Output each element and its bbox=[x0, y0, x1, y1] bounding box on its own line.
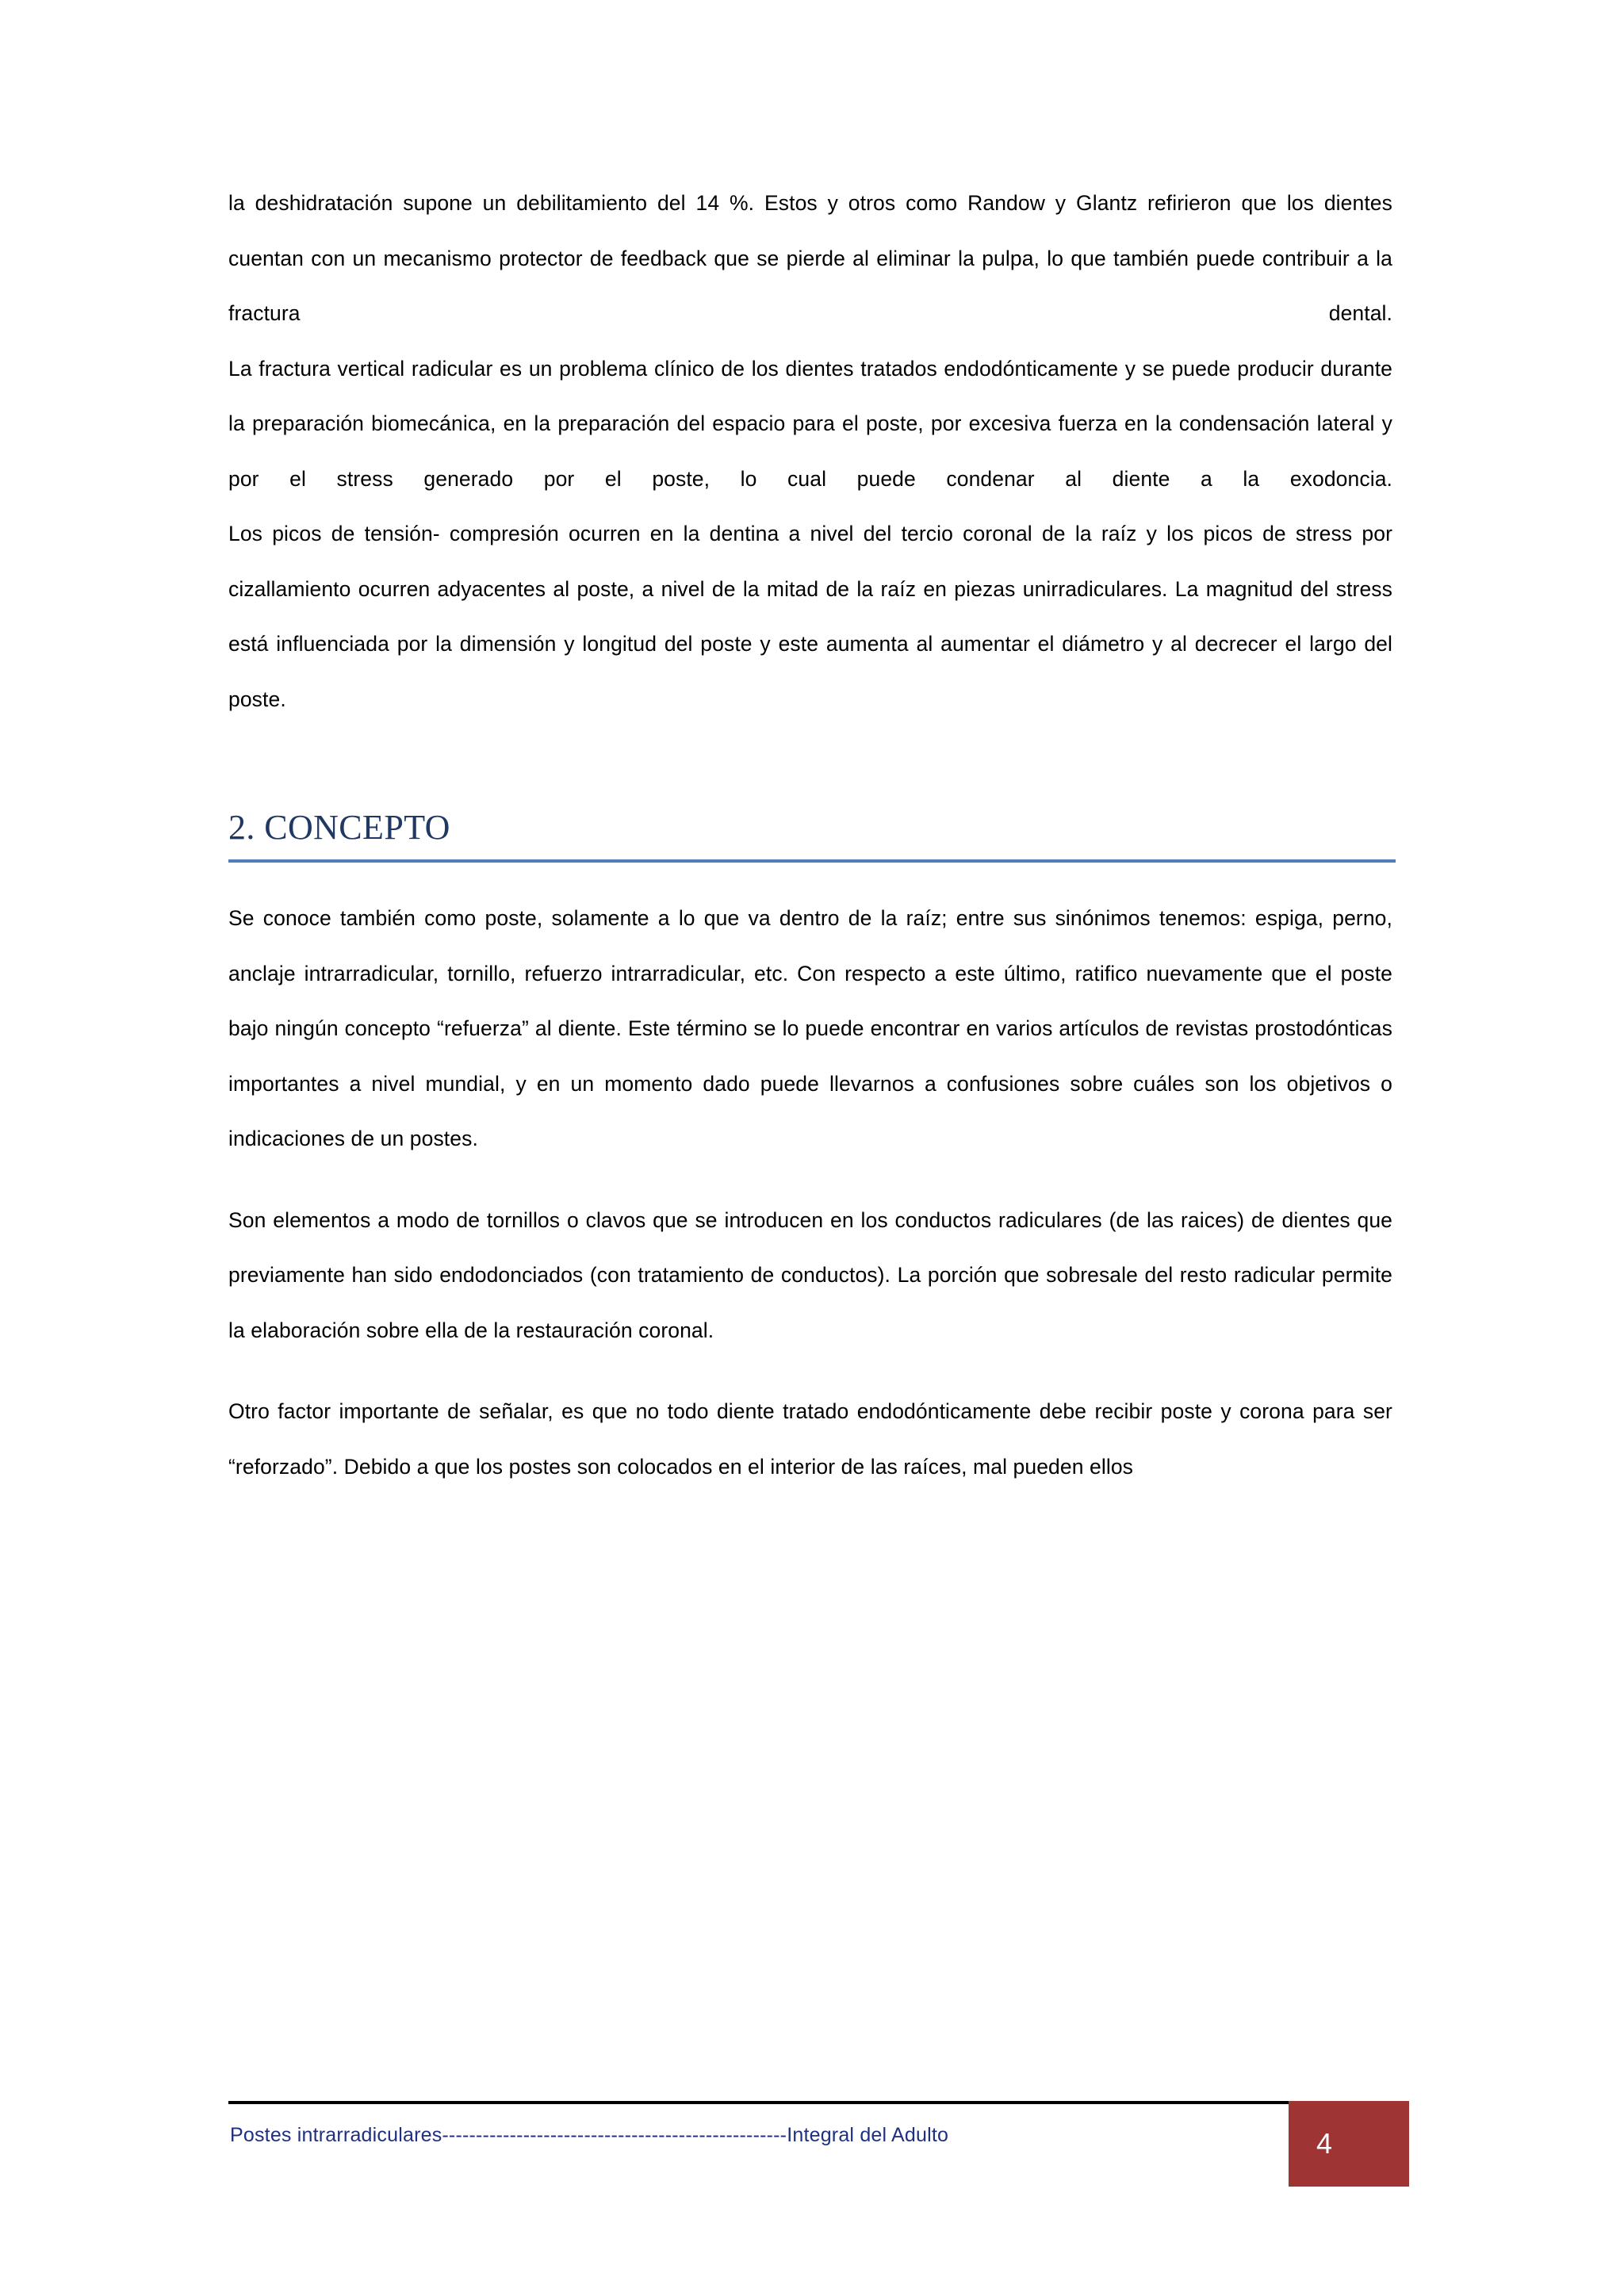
paragraph-post-elements: Son elementos a modo de tornillos o clavos que se introducen en los conductos radiculares (de las raices) de dientes que previamente han sido endodonciados (con tratamiento de conductos). La porción que sobresale del resto radicular permite la elaboración sobre ella de la restauración coronal. bbox=[228, 1207, 1392, 1342]
page-title: 2. CONCEPTO bbox=[228, 808, 450, 847]
paragraph-concept-definition: Se conoce también como poste, solamente a lo que va dentro de la raíz; entre sus sinónimos tenemos: espiga, perno, anclaje intrarradicular, tornillo, refuerzo intrarradicular, etc. Con respecto a este último, ratifico nuevamente que el poste bajo ningún concepto “refuerza” al diente. Este término se lo puede encontrar en varios artículos de revistas prostodónticas importantes a nivel mundial, y en un momento dado puede llevarnos a confusiones sobre cuáles son los objetivos o indicaciones de un postes. bbox=[228, 906, 1392, 1150]
footer-divider bbox=[228, 2101, 1289, 2104]
paragraph-dehydration: la deshidratación supone un debilitamiento del 14 %. Estos y otros como Randow y Glantz refirieron que los dientes cuentan con un mecanismo protector de feedback que se pierde al eliminar la pulpa, lo que también puede contribuir a la fractura dental. bbox=[228, 191, 1392, 325]
paragraph-vertical-root-fracture: La fractura vertical radicular es un problema clínico de los dientes tratados endodónticamente y se puede producir durante la preparación biomecánica, en la preparación del espacio para el poste, por excesiva fuerza en la condensación lateral y por el stress generado por el poste, lo cual puede condenar al diente a la exodoncia. bbox=[228, 356, 1392, 491]
page-number-value: 4 bbox=[1316, 2127, 1333, 2160]
footer-label: Postes intrarradiculares---------------------------------------------------Integral del Adulto bbox=[230, 2124, 949, 2146]
page-number-badge bbox=[1289, 2101, 1409, 2187]
paragraph-other-factor: Otro factor importante de señalar, es que no todo diente tratado endodónticamente debe recibir poste y corona para ser “reforzado”. Debido a que los postes son colocados en el interior de las raíces, mal pueden ellos bbox=[228, 1399, 1392, 1479]
section-heading-block bbox=[228, 806, 1392, 863]
heading-underline-rule bbox=[228, 859, 1396, 863]
page-content bbox=[228, 176, 1392, 1494]
paragraph-stress-peaks: Los picos de tensión- compresión ocurren en la dentina a nivel del tercio coronal de la raíz y los picos de stress por cizallamiento ocurren adyacentes al poste, a nivel de la mitad de la raíz en piezas unirradiculares. La magnitud del stress está influenciada por la dimensión y longitud del poste y este aumenta al aumentar el diámetro y al decrecer el largo del poste. bbox=[228, 522, 1392, 711]
